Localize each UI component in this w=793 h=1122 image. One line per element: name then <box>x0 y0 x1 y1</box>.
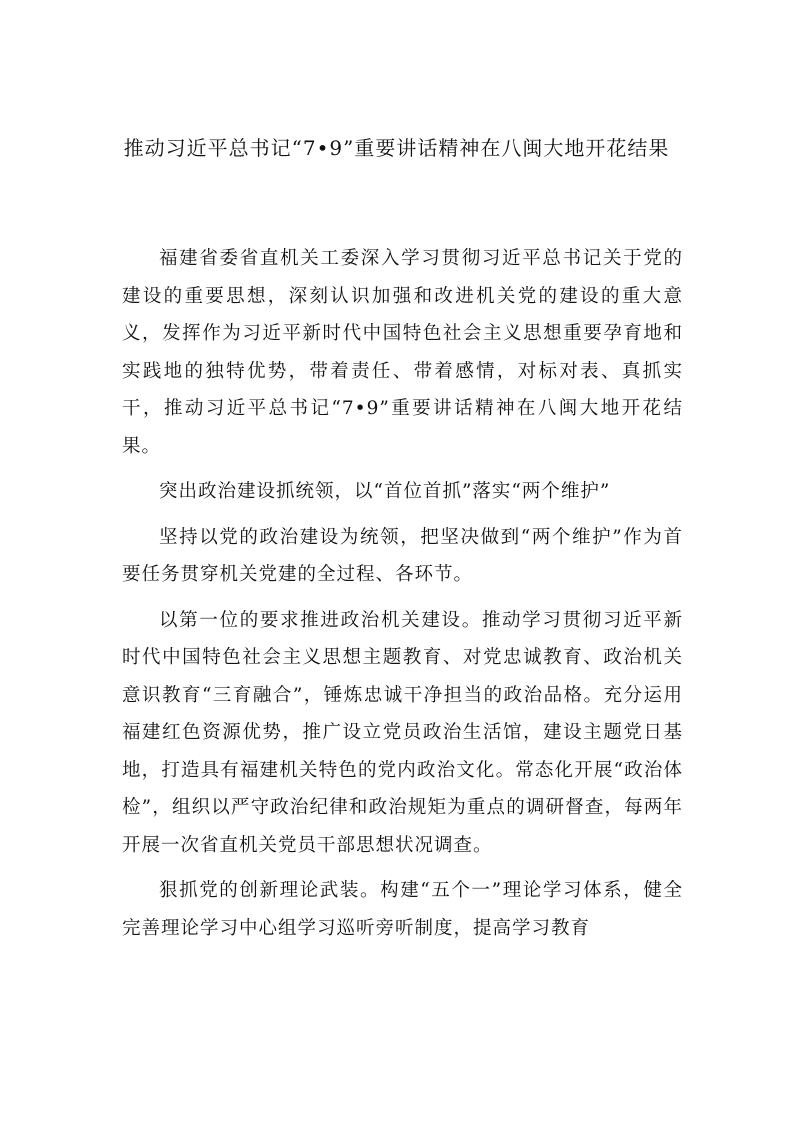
section-heading-political-building: 突出政治建设抓统领，以“首位首抓”落实“两个维护” <box>159 481 611 502</box>
document-title: 推动习近平总书记“7•9”重要讲话精神在八闽大地开花结果 <box>123 136 670 160</box>
body-paragraph-theory-study: 狠抓党的创新理论武装。构建“五个一”理论学习体系，健全完善理论学习中心组学习巡听旁听制度，提高学习教育 <box>122 880 683 939</box>
body-paragraph-political-organs: 以第一位的要求推进政治机关建设。推动学习贯彻习近平新时代中国特色社会主义思想主题教育、对党忠诚教育、政治机关意识教育“三育融合”，锤炼忠诚干净担当的政治品格。充分运用福建红色资源优势，推广设立党员政治生活馆，建设主题党日基地，打造具有福建机关特色的党内政治文化。常态化开展“政治体检”，组织以严守政治纪律和政治规矩为重点的调研督查，每两年开展一次省直机关党员干部思想状况调查。 <box>122 609 683 856</box>
body-paragraph-intro: 福建省委省直机关工委深入学习贯彻习近平总书记关于党的建设的重要思想，深刻认识加强和改进机关党的建设的重大意义，发挥作为习近平新时代中国特色社会主义思想重要孕育地和实践地的独特优势，带着责任、带着感情，对标对表、真抓实干，推动习近平总书记“7•9”重要讲话精神在八闽大地开花结果。 <box>122 248 683 457</box>
body-paragraph-two-safeguards: 坚持以党的政治建设为统领，把坚决做到“两个维护”作为首要任务贯穿机关党建的全过程、各环节。 <box>122 526 683 585</box>
document-body <box>122 240 683 955</box>
